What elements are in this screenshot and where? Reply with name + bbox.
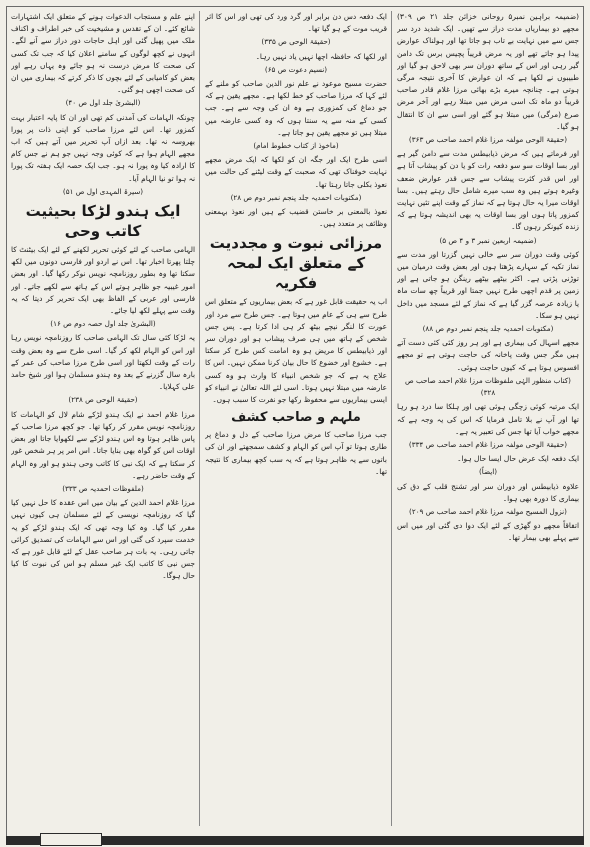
paragraph: اتفاقاً مجھے دو گھڑی کے لئے ایک دوا دی گئی اور میں اس سے پہلے بھی بیمار تھا۔	[397, 521, 579, 543]
citation: (حقیقۃ الوحی ص ۳۳۵)	[261, 37, 331, 47]
paragraph: جب مرزا صاحب کا مرض مرزا صاحب کے دل و دماغ پر طاری ہوتا تو آپ اس کو الہام و کشف سمجھتے اور ان کی باتوں سے یہ ظاہر ہوتا ہے کہ یہ سب کچھ بیماری کا نتیجہ تھا۔	[205, 430, 387, 476]
column-right	[397, 11, 579, 826]
citation: (مکتوبات احمدیہ جلد پنجم نمبر دوم ص ۲۸)	[230, 192, 362, 202]
column-middle	[205, 11, 387, 826]
paragraph: علاوہ ذیابیطس اور دوران سر اور تشنج قلب کے دق کی بیماری کا دورہ بھی ہوا۔	[397, 481, 579, 503]
paragraph: مرزا غلام احمد الدین کے بیان میں اس عقدہ کا حل نہیں کیا گیا کہ روزنامچہ نویسی کے لئے مسلمان ہی کیوں نہیں مقرر کیا گیا۔ وہ کیا وجہ تھی کہ ایک ہندو لڑکے کو یہ خدمت سپرد کی گئی اور اس سے الہامات کی تصدیق کرائی جاتی رہی۔ یہ بات ہر صاحب عقل کے لئے قابل غور ہے کہ جس نبی کا کاتب ایک غیر مسلم ہو اس کی نبوت کا کیا حال ہوگا۔	[11, 498, 195, 581]
citation: (حقیقۃ الوحی مولفہ مرزا غلام احمد صاحب ص ۳۶۳)	[408, 135, 568, 145]
paragraph: (ضمیمہ براہین نمبر۵ روحانی خزائن جلد ۲۱ ص ۳۰۹) مجھے دو بیماریاں مدت دراز سے تھیں۔ ایک شدید درد سر جس سے میں نہایت بے تاب ہو جاتا تھا اور ہولناک عوارض پیدا ہو جاتے تھے اور یہ مرض قریباً پچیس برس تک دامن گیر رہی اور اس کے ساتھ دوران سر بھی لاحق ہو گیا اور طبیبوں نے لکھا ہے کہ ان عوارض کا آخری نتیجہ مرگی ہوتی ہے۔ چنانچہ میرے بڑے بھائی مرزا غلام قادر صاحب قریباً دو ماہ تک اسی مرض میں مبتلا رہے اور آخر مرض صرع (مرگی) میں مبتلا ہو گئے اور اسی سے ان کا انتقال ہو گیا۔	[397, 12, 579, 131]
paragraph: چونکہ الہامات کی آمدنی کم تھی اور ان کا پایہ اعتبار بہت کمزور تھا۔ اس لئے مرزا صاحب کو اپنی ذات پر پورا بھروسہ نہ تھا۔ بعد ازاں آپ تحریر میں آتے ہیں کہ اب مجھے الہام ہوا ہے کہ کوئی وجہ نہیں جو ہم نے جس کام کا ارادہ کیا وہ پورا نہ ہو۔ جب ایک حصہ ایک ہفتہ تک پورا نہ ہوا تو نیا الہام آیا۔	[11, 112, 195, 183]
paragraph: مجھے اسہال کی بیماری ہے اور ہر روز کئی کئی دست آتے ہیں مگر جس وقت پاخانہ کی حاجت ہوتی ہے تو مجھے افسوس ہوتا ہے کہ کیوں حاجت ہوئی۔	[397, 338, 579, 372]
column-divider	[391, 11, 392, 826]
paragraph: ایک دفعہ ایک عرض حال ایسا حال ہوا۔	[457, 454, 579, 464]
citation: (البشریٰ جلد اول ص ۴۰)	[65, 98, 141, 108]
citation: (سیرۃ المہدی اول ص ۵۱)	[62, 186, 144, 196]
section-heading: مرزائی نبوت و مجددیت کے متعلق ایک لمحہ فکریہ	[209, 234, 383, 293]
citation: (نسیم دعوت ص ۶۵)	[264, 64, 328, 74]
paragraph: الہامی صاحب کے لئے کوئی تحریر لکھنے کے لئے ایک بیٹنٹ کا چلتا پھرتا اخبار تھا۔ اس نے اردو اور فارسی دونوں میں لکھ سکتا تھا وہ بطور روزنامچہ نویس نوکر رکھا گیا۔ اور بعض امور غیبیہ جو ظاہر ہوتے اس کے ہاتھ سے لکھے جاتے۔ اور فارسی اور عربی کے الفاظ بھی ایک تحریر کر دیتا کہ یہ وقت سے پہلے لکھ لیا جائے۔	[11, 245, 195, 316]
paragraph: اسی طرح ایک اور جگہ ان کو لکھا کہ ایک مرض مجھے نہایت خوفناک تھی کہ صحبت کے وقت لیٹنے کی حالت میں نعوذ بکلی جاتا رہتا تھا۔	[205, 155, 387, 189]
citation: (مکتوبات احمدیہ جلد پنجم نمبر دوم ص ۸۸)	[422, 324, 554, 334]
citation: (حقیقۃ الوحی ص ۲۳۸)	[68, 395, 138, 405]
paragraph: ایک دفعہ دس دن برابر اور گرد ورد کی تھی اور اس کا اثر قریب موت کے ہو گیا تھا۔	[205, 12, 387, 34]
paragraph: مرزا غلام احمد نے ایک ہندو لڑکے شام لال کو الہامات کا روزنامچہ نویس مقرر کر رکھا تھا۔ جو کچھ مرزا صاحب کے پاس ظاہر ہوتا وہ اس ہندو لڑکے سے لکھوایا جاتا اور بعض اوقات اس کو گواہ بھی بنایا جاتا۔ اس امر پر ہر شخص غور کر سکتا ہے کہ ایک نبی کا کاتب وحی ہندو ہو اور وہ الہام کے وقت حاضر رہے۔	[11, 409, 195, 480]
paragraph: اور لکھا کہ حافظہ اچھا نہیں یاد نہیں رہا۔	[255, 51, 387, 61]
section-heading: ملہم و صاحب کشف	[231, 410, 361, 426]
footer-ornament	[40, 833, 102, 846]
paragraph: حضرت مسیح موعود نے علم نور الدین صاحب کو ملنے کے لئے کہا کہ مرزا صاحب کو خط لکھا ہے۔ مجھے یقین ہے کہ جو دماغ کی کمزوری ہے وہ ان کی وجہ سے ہے۔ جب کسی کے منہ سے یہ سنتا ہوں کہ وہ کسی عارضہ میں مبتلا ہیں تو مجھے یقین ہو جاتا ہے۔	[205, 79, 387, 137]
newspaper-page	[6, 6, 584, 841]
paragraph: اپنے علم و مستجاب الدعوات ہونے کے متعلق ایک اشتہارات شائع کئے۔ ان کے تقدس و مشیخیت کی خبر اطراف و اکناف ملک میں پھیل گئی اور اہل حاجات دور دراز سے آنے لگے۔ انہوں نے کچھ لوگوں کے سامنے اعلان کیا کہ جب تک کسی کی صحت کا مرض درست نہ ہو جائے وہ یہاں رہے اور بعض کو کامیابی کے لئے بچوں کا ذکر کرتے کہ بیماری میں ان کی صحت اچھی ہو گئی۔	[11, 12, 195, 95]
citation: (البشریٰ جلد اول حصہ دوم ص ۱۶)	[50, 319, 156, 329]
paragraph: یہ لڑکا کئی سال تک الہامی صاحب کا روزنامچہ نویس رہا اور اس کو الہام لکھ کر گیا۔ اسی طرح سے وہ بعض وقت رات کے وقت لکھتا اور اسی طرح مرزا صاحب کی عمر کے بارہ سال گزرنے کے بعد وہ ہندو مسلمان ہوا اور شیخ حامد علی کہلایا۔	[11, 333, 195, 392]
citation: (کتاب منظور الہٰی ملفوظات مرزا غلام احمد صاحب ص ۳۲۸)	[404, 375, 571, 398]
paragraph: اور فرماتے ہیں کہ مرض ذیابیطس مدت سے دامن گیر ہے اور بسا اوقات سو سو دفعہ رات کو یا دن کو پیشاب آتا ہے اور اس قدر کثرت پیشاب سے جس قدر عوارض ضعف وغیرہ ہوتے ہیں وہ سب میرے شامل حال رہتے ہیں۔ بسا اوقات میرا یہ حال ہوتا ہے کہ نماز کے وقت اپنے تئیں نہایت کمزور پاتا ہوں اور بسا اوقات یہ بھی اندیشہ ہوتا ہے کہ زندہ کیونکر رہوں گا۔	[397, 149, 579, 232]
column-left	[11, 11, 195, 826]
citation: (ماخوذ از کتاب خطوط امام)	[253, 141, 339, 151]
citation: (نزول المسیح مولفہ مرزا غلام احمد صاحب ص ۲۰۹)	[409, 506, 567, 516]
citation: (ضمیمہ اربعین نمبر ۳ و ۴ ص ۵)	[439, 235, 537, 245]
section-heading: ایک ہندو لڑکا بحیثیت کاتب وحی	[25, 202, 181, 241]
paragraph: نعوذ بالمعنی بر خاستن قضیب کے ہیں اور نعوذ بہمعنی وظائف پر متعدد ہیں۔	[205, 207, 387, 229]
citation: (حقیقۃ الوحی مولفہ مرزا غلام احمد صاحب ص ۳۳۴)	[408, 439, 568, 449]
paragraph: اب یہ حقیقت قابل غور ہے کہ بعض بیماریوں کے متعلق اس طرح سے ہی کے عام میں ہوتا ہے۔ جس طرح سے مرد اور عورت کا لنگر نیچے بیٹھ کر ہی ادا کرتا ہے۔ پس جس شخص کے ہاتھ میں ہی صرف پیشاب ہو اور دوران سر اور ذیابیطس کا مریض ہو وہ امامت کس طرح کر سکتا ہے۔ خشوع اور خضوع کا حال بیان کرنا ممکن نہیں۔ اس کا علاج یہ ہے کہ جو شخص انبیاء کا وارث ہو وہ کسی عارضہ میں مبتلا نہیں ہوتا۔ اسی لئے اللہ تعالیٰ نے انبیاء کو ایسی بیماریوں سے محفوظ رکھا جو نفرت کا سبب ہوں۔	[205, 297, 387, 405]
paragraph: ایک مرتبہ کوئی زچگی ہوئی تھی اور ہلکا سا درد ہو رہا تھا اور آپ نے بلا تامل فرمایا کہ اس کی یہ وجہ ہے کہ مجھے خواب آیا تھا جس کی تعبیر یہ ہے۔	[397, 402, 579, 436]
paragraph: کوئی وقت دوران سر سے خالی نہیں گزرتا اور مدت سے نماز تکیہ کے سہارے پڑھتا ہوں اور بعض وقت درمیان میں توڑنی پڑتی ہے۔ اکثر بیٹھے بیٹھے رینگن ہو جاتی ہے اور زمین پر قدم اچھی طرح نہیں جمتا اور قریباً چھ سات ماہ یا زیادہ عرصہ گزر گیا ہے کہ نماز کے لئے مسجد میں داخل نہیں ہو سکا۔	[397, 249, 579, 320]
citation: (ایضاً)	[478, 467, 498, 477]
citation: (ملفوظات احمدیہ ص ۳۳۳)	[62, 483, 144, 493]
column-divider	[199, 11, 200, 826]
